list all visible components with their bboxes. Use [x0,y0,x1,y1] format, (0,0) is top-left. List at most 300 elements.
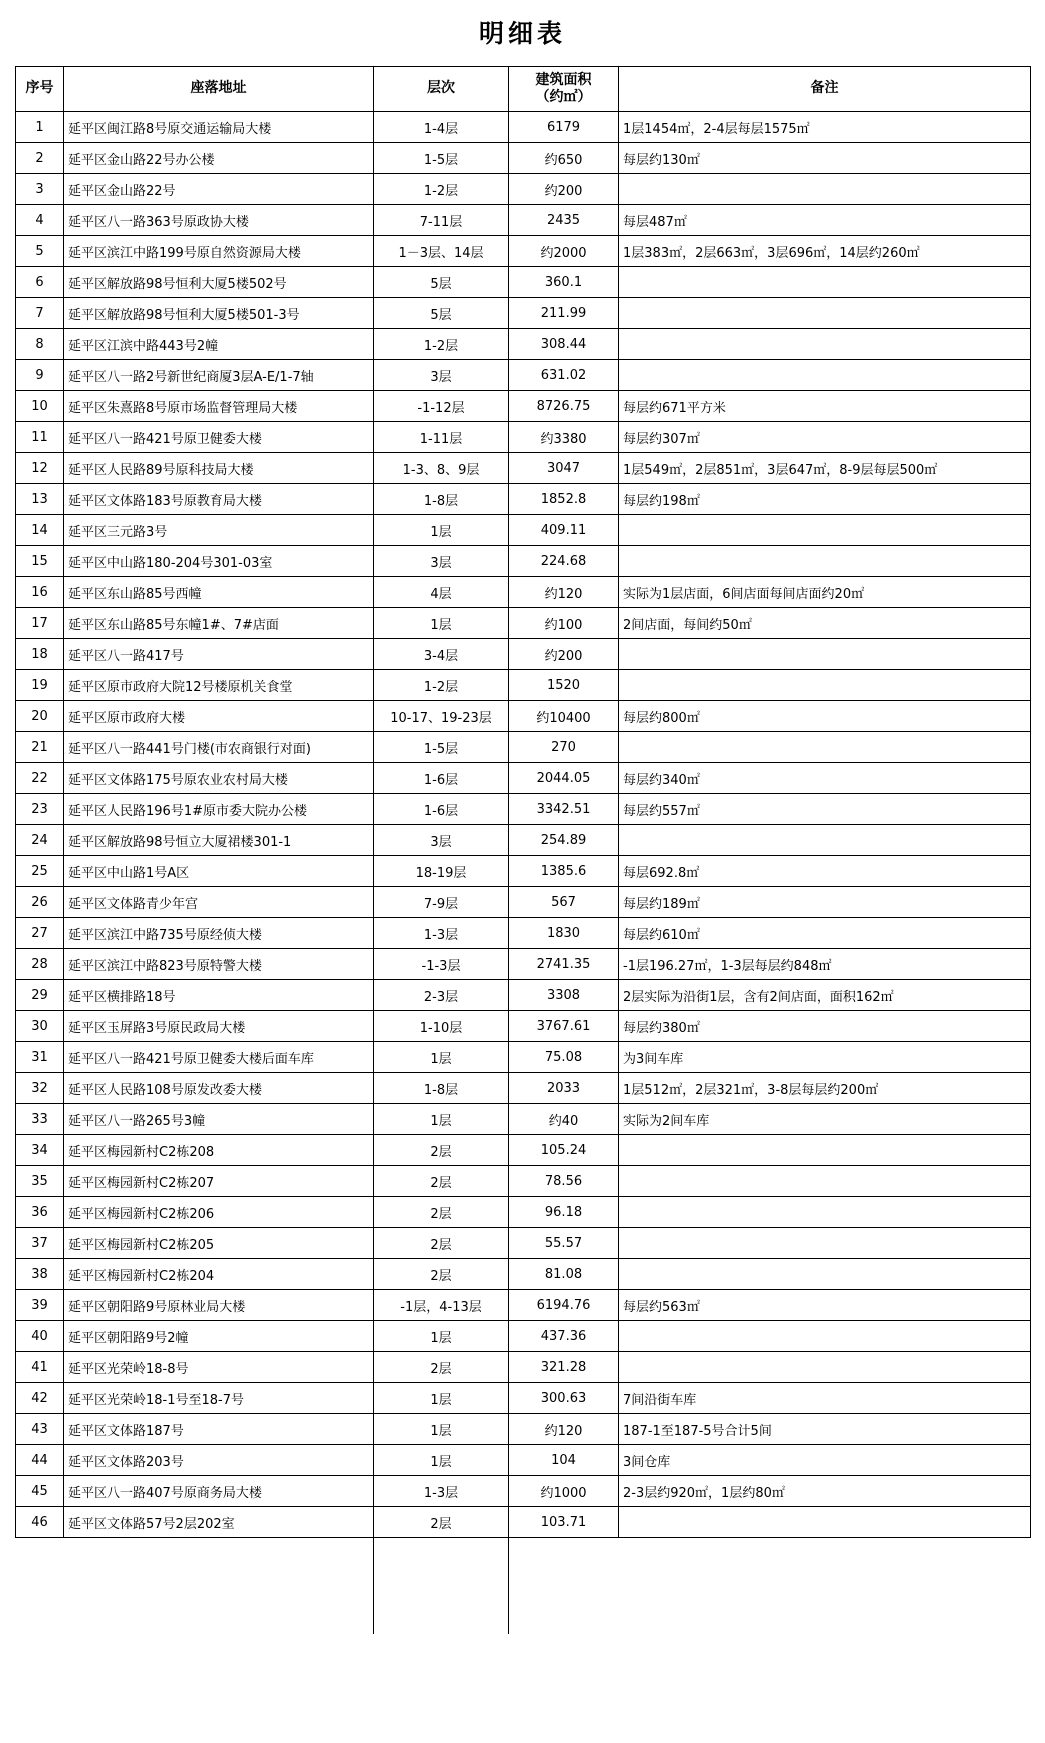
cell-note: 每层约380㎡ [619,1011,1031,1042]
cell-index: 3 [16,174,64,205]
blank-cell [508,1602,618,1634]
table-row [16,174,1031,205]
cell-floor: 1-5层 [374,732,509,763]
cell-floor: 18-19层 [374,856,509,887]
table-trailing-blank-area [15,1538,1030,1634]
cell-address: 延平区八一路421号原卫健委大楼后面车库 [64,1042,374,1073]
cell-area: 约10400 [509,701,619,732]
cell-note [619,1321,1031,1352]
cell-address: 延平区江滨中路443号2幢 [64,329,374,360]
cell-index: 37 [16,1228,64,1259]
cell-index: 21 [16,732,64,763]
table-row [16,1073,1031,1104]
cell-floor: 7-11层 [374,205,509,236]
cell-floor: 1层 [374,1042,509,1073]
cell-area: 254.89 [509,825,619,856]
cell-address: 延平区梅园新村C2栋205 [64,1228,374,1259]
table-row [16,143,1031,174]
cell-floor: 2层 [374,1352,509,1383]
cell-note: 1层549㎡，2层851㎡，3层647㎡，8-9层每层500㎡ [619,453,1031,484]
cell-address: 延平区文体路青少年宫 [64,887,374,918]
table-row [16,298,1031,329]
cell-note: 实际为1层店面，6间店面每间店面约20㎡ [619,577,1031,608]
table-row [16,1197,1031,1228]
cell-index: 33 [16,1104,64,1135]
cell-index: 8 [16,329,64,360]
cell-index: 2 [16,143,64,174]
cell-address: 延平区文体路183号原教育局大楼 [64,484,374,515]
cell-index: 41 [16,1352,64,1383]
cell-address: 延平区金山路22号 [64,174,374,205]
blank-cell [373,1538,508,1570]
table-row [16,1104,1031,1135]
table-row [16,1259,1031,1290]
table-row [16,1507,1031,1538]
cell-index: 28 [16,949,64,980]
cell-floor: -1层，4-13层 [374,1290,509,1321]
cell-area: 104 [509,1445,619,1476]
cell-area: 308.44 [509,329,619,360]
cell-floor: 3层 [374,825,509,856]
cell-note [619,1507,1031,1538]
table-row [16,608,1031,639]
cell-note: 1层512㎡，2层321㎡，3-8层每层约200㎡ [619,1073,1031,1104]
cell-note [619,639,1031,670]
cell-area: 437.36 [509,1321,619,1352]
column-header-index: 序号 [16,67,64,112]
cell-note [619,1352,1031,1383]
cell-index: 15 [16,546,64,577]
table-row [16,732,1031,763]
cell-floor: 2层 [374,1259,509,1290]
cell-address: 延平区闽江路8号原交通运输局大楼 [64,112,374,143]
cell-index: 43 [16,1414,64,1445]
cell-area: 6194.76 [509,1290,619,1321]
cell-index: 13 [16,484,64,515]
cell-note: 7间沿街车库 [619,1383,1031,1414]
blank-cell [373,1602,508,1634]
cell-index: 19 [16,670,64,701]
cell-floor: 1层 [374,1383,509,1414]
cell-floor: -1-3层 [374,949,509,980]
cell-area: 75.08 [509,1042,619,1073]
blank-cell [63,1538,373,1570]
cell-address: 延平区八一路363号原政协大楼 [64,205,374,236]
cell-floor: 3-4层 [374,639,509,670]
table-row [16,763,1031,794]
table-row [16,453,1031,484]
cell-index: 6 [16,267,64,298]
cell-note [619,1135,1031,1166]
table-row [16,1445,1031,1476]
cell-area: 约200 [509,174,619,205]
cell-note [619,298,1031,329]
cell-floor: 1层 [374,515,509,546]
cell-note: 1层383㎡，2层663㎡，3层696㎡，14层约260㎡ [619,236,1031,267]
cell-address: 延平区东山路85号东幢1#、7#店面 [64,608,374,639]
table-row [16,701,1031,732]
cell-index: 14 [16,515,64,546]
column-header-address: 座落地址 [64,67,374,112]
table-row [16,329,1031,360]
cell-address: 延平区滨江中路199号原自然资源局大楼 [64,236,374,267]
table-row [16,515,1031,546]
cell-floor: 1层 [374,1414,509,1445]
table-row [16,1290,1031,1321]
cell-area: 55.57 [509,1228,619,1259]
table-row [16,236,1031,267]
blank-cell [15,1570,63,1602]
cell-floor: 2-3层 [374,980,509,1011]
cell-address: 延平区玉屏路3号原民政局大楼 [64,1011,374,1042]
table-row [16,205,1031,236]
cell-address: 延平区人民路89号原科技局大楼 [64,453,374,484]
table-row [16,887,1031,918]
cell-index: 1 [16,112,64,143]
table-row [16,484,1031,515]
cell-area: 6179 [509,112,619,143]
cell-note [619,360,1031,391]
cell-note: 实际为2间车库 [619,1104,1031,1135]
cell-area: 2044.05 [509,763,619,794]
cell-index: 12 [16,453,64,484]
cell-area: 约1000 [509,1476,619,1507]
cell-area: 567 [509,887,619,918]
cell-note [619,515,1031,546]
table-row [16,1135,1031,1166]
cell-area: 约120 [509,1414,619,1445]
cell-index: 5 [16,236,64,267]
cell-note [619,1228,1031,1259]
cell-area: 约2000 [509,236,619,267]
blank-cell [15,1538,63,1570]
cell-floor: 7-9层 [374,887,509,918]
cell-index: 40 [16,1321,64,1352]
cell-note: 每层692.8㎡ [619,856,1031,887]
cell-area: 约3380 [509,422,619,453]
blank-cell [63,1602,373,1634]
table-row [16,918,1031,949]
table-row [16,639,1031,670]
cell-index: 32 [16,1073,64,1104]
cell-address: 延平区朝阳路9号原林业局大楼 [64,1290,374,1321]
cell-note: 2-3层约920㎡，1层约80㎡ [619,1476,1031,1507]
cell-address: 延平区解放路98号恒利大厦5楼501-3号 [64,298,374,329]
table-header [16,67,1031,112]
cell-note: 每层约610㎡ [619,918,1031,949]
cell-note: 每层约557㎡ [619,794,1031,825]
table-row [16,1011,1031,1042]
cell-index: 35 [16,1166,64,1197]
cell-note: 每层约198㎡ [619,484,1031,515]
cell-address: 延平区滨江中路735号原经侦大楼 [64,918,374,949]
cell-area: 2435 [509,205,619,236]
cell-area: 约650 [509,143,619,174]
cell-note: 2层实际为沿街1层，含有2间店面，面积162㎡ [619,980,1031,1011]
table-row [16,1321,1031,1352]
blank-row [15,1602,1030,1634]
cell-address: 延平区金山路22号办公楼 [64,143,374,174]
cell-floor: 10-17、19-23层 [374,701,509,732]
table-row [16,546,1031,577]
cell-note [619,732,1031,763]
blank-cell [63,1570,373,1602]
cell-index: 25 [16,856,64,887]
cell-note [619,174,1031,205]
table-row [16,949,1031,980]
cell-address: 延平区人民路108号原发改委大楼 [64,1073,374,1104]
cell-index: 7 [16,298,64,329]
cell-address: 延平区朱熹路8号原市场监督管理局大楼 [64,391,374,422]
cell-floor: 3层 [374,360,509,391]
cell-floor: 1-5层 [374,143,509,174]
cell-address: 延平区横排路18号 [64,980,374,1011]
cell-floor: 2层 [374,1166,509,1197]
cell-floor: 1层 [374,1104,509,1135]
cell-area: 8726.75 [509,391,619,422]
cell-address: 延平区滨江中路823号原特警大楼 [64,949,374,980]
cell-address: 延平区八一路2号新世纪商厦3层A-E/1-7轴 [64,360,374,391]
cell-address: 延平区光荣岭18-8号 [64,1352,374,1383]
cell-note [619,1197,1031,1228]
cell-address: 延平区光荣岭18-1号至18-7号 [64,1383,374,1414]
cell-address: 延平区八一路417号 [64,639,374,670]
cell-index: 24 [16,825,64,856]
cell-index: 22 [16,763,64,794]
cell-address: 延平区文体路203号 [64,1445,374,1476]
table-row [16,422,1031,453]
cell-area: 409.11 [509,515,619,546]
cell-floor: 1层 [374,1445,509,1476]
cell-note: -1层196.27㎡，1-3层每层约848㎡ [619,949,1031,980]
cell-note: 每层约307㎡ [619,422,1031,453]
cell-address: 延平区梅园新村C2栋206 [64,1197,374,1228]
column-header-area [509,67,619,112]
cell-index: 46 [16,1507,64,1538]
cell-area: 1385.6 [509,856,619,887]
cell-floor: 3层 [374,546,509,577]
cell-index: 10 [16,391,64,422]
cell-floor: 1－3层、14层 [374,236,509,267]
cell-note [619,267,1031,298]
table-row [16,1476,1031,1507]
cell-area: 360.1 [509,267,619,298]
cell-index: 23 [16,794,64,825]
cell-address: 延平区中山路180-204号301-03室 [64,546,374,577]
cell-index: 44 [16,1445,64,1476]
table-row [16,670,1031,701]
cell-floor: 5层 [374,298,509,329]
cell-floor: 2层 [374,1507,509,1538]
cell-floor: 2层 [374,1135,509,1166]
cell-index: 42 [16,1383,64,1414]
table-row [16,825,1031,856]
table-row [16,856,1031,887]
cell-address: 延平区原市政府大院12号楼原机关食堂 [64,670,374,701]
table-row [16,391,1031,422]
cell-address: 延平区解放路98号恒利大厦5楼502号 [64,267,374,298]
cell-floor: 2层 [374,1197,509,1228]
cell-address: 延平区八一路441号门楼(市农商银行对面) [64,732,374,763]
cell-floor: 5层 [374,267,509,298]
cell-address: 延平区文体路187号 [64,1414,374,1445]
cell-index: 38 [16,1259,64,1290]
page-title: 明细表 [478,19,566,48]
cell-index: 27 [16,918,64,949]
column-header-note: 备注 [619,67,1031,112]
cell-note: 每层约563㎡ [619,1290,1031,1321]
table-row [16,112,1031,143]
blank-cell [618,1538,1030,1570]
trailing-blank-table [15,1538,1030,1634]
cell-area: 2033 [509,1073,619,1104]
cell-floor: 1-4层 [374,112,509,143]
cell-floor: 1-2层 [374,329,509,360]
blank-cell [373,1570,508,1602]
cell-index: 18 [16,639,64,670]
cell-index: 30 [16,1011,64,1042]
cell-index: 29 [16,980,64,1011]
blank-cell [508,1570,618,1602]
cell-index: 20 [16,701,64,732]
cell-area: 78.56 [509,1166,619,1197]
cell-note: 每层约340㎡ [619,763,1031,794]
cell-address: 延平区解放路98号恒立大厦裙楼301-1 [64,825,374,856]
cell-area: 1852.8 [509,484,619,515]
cell-index: 9 [16,360,64,391]
table-row [16,1414,1031,1445]
cell-area: 81.08 [509,1259,619,1290]
cell-address: 延平区梅园新村C2栋204 [64,1259,374,1290]
cell-note: 每层约130㎡ [619,143,1031,174]
blank-row [15,1570,1030,1602]
table-row [16,1042,1031,1073]
cell-area: 224.68 [509,546,619,577]
cell-area: 2741.35 [509,949,619,980]
cell-note [619,670,1031,701]
cell-index: 11 [16,422,64,453]
cell-area: 1830 [509,918,619,949]
table-row [16,360,1031,391]
cell-area: 270 [509,732,619,763]
cell-floor: 2层 [374,1228,509,1259]
table-row [16,1352,1031,1383]
cell-address: 延平区三元路3号 [64,515,374,546]
cell-area: 96.18 [509,1197,619,1228]
cell-note: 1层1454㎡，2-4层每层1575㎡ [619,112,1031,143]
cell-index: 39 [16,1290,64,1321]
cell-note: 每层约189㎡ [619,887,1031,918]
cell-floor: -1-12层 [374,391,509,422]
cell-address: 延平区朝阳路9号2幢 [64,1321,374,1352]
cell-area: 3047 [509,453,619,484]
cell-address: 延平区梅园新村C2栋208 [64,1135,374,1166]
table-header-row [16,67,1031,112]
cell-note: 每层约800㎡ [619,701,1031,732]
cell-address: 延平区东山路85号西幢 [64,577,374,608]
cell-area: 3342.51 [509,794,619,825]
table-row [16,267,1031,298]
cell-address: 延平区原市政府大楼 [64,701,374,732]
cell-note [619,329,1031,360]
cell-floor: 1-2层 [374,174,509,205]
cell-address: 延平区八一路421号原卫健委大楼 [64,422,374,453]
cell-area: 3767.61 [509,1011,619,1042]
cell-area: 约100 [509,608,619,639]
cell-floor: 4层 [374,577,509,608]
table-row [16,1383,1031,1414]
table-row [16,794,1031,825]
blank-cell [618,1602,1030,1634]
cell-floor: 1层 [374,1321,509,1352]
cell-area: 211.99 [509,298,619,329]
blank-cell [508,1538,618,1570]
cell-floor: 1-3层 [374,918,509,949]
cell-area: 约40 [509,1104,619,1135]
column-header-area-line2: （约㎡） [535,89,592,105]
blank-row [15,1538,1030,1570]
cell-note: 每层487㎡ [619,205,1031,236]
cell-floor: 1-8层 [374,484,509,515]
cell-address: 延平区八一路265号3幢 [64,1104,374,1135]
cell-note [619,1166,1031,1197]
cell-floor: 1-3层 [374,1476,509,1507]
cell-address: 延平区中山路1号A区 [64,856,374,887]
cell-floor: 1-2层 [374,670,509,701]
cell-index: 4 [16,205,64,236]
cell-address: 延平区八一路407号原商务局大楼 [64,1476,374,1507]
cell-area: 103.71 [509,1507,619,1538]
cell-floor: 1-8层 [374,1073,509,1104]
cell-note [619,825,1031,856]
cell-area: 1520 [509,670,619,701]
cell-note: 187-1至187-5号合计5间 [619,1414,1031,1445]
blank-cell [618,1570,1030,1602]
cell-note: 3间仓库 [619,1445,1031,1476]
table-row [16,1166,1031,1197]
cell-address: 延平区人民路196号1#原市委大院办公楼 [64,794,374,825]
cell-note: 2间店面，每间约50㎡ [619,608,1031,639]
column-header-area-line1: 建筑面积 [535,71,592,88]
table-row [16,1228,1031,1259]
cell-floor: 1-10层 [374,1011,509,1042]
cell-floor: 1-6层 [374,763,509,794]
cell-area: 约200 [509,639,619,670]
cell-note [619,1259,1031,1290]
cell-address: 延平区文体路175号原农业农村局大楼 [64,763,374,794]
cell-index: 34 [16,1135,64,1166]
table-row [16,980,1031,1011]
cell-address: 延平区文体路57号2层202室 [64,1507,374,1538]
table-row [16,577,1031,608]
cell-area: 321.28 [509,1352,619,1383]
cell-index: 26 [16,887,64,918]
cell-area: 105.24 [509,1135,619,1166]
cell-note: 为3间车库 [619,1042,1031,1073]
cell-index: 16 [16,577,64,608]
cell-floor: 1层 [374,608,509,639]
cell-index: 31 [16,1042,64,1073]
cell-index: 45 [16,1476,64,1507]
cell-area: 300.63 [509,1383,619,1414]
table-body [16,112,1031,1538]
cell-area: 约120 [509,577,619,608]
cell-floor: 1-3、8、9层 [374,453,509,484]
cell-index: 36 [16,1197,64,1228]
cell-address: 延平区梅园新村C2栋207 [64,1166,374,1197]
cell-floor: 1-6层 [374,794,509,825]
cell-area: 3308 [509,980,619,1011]
